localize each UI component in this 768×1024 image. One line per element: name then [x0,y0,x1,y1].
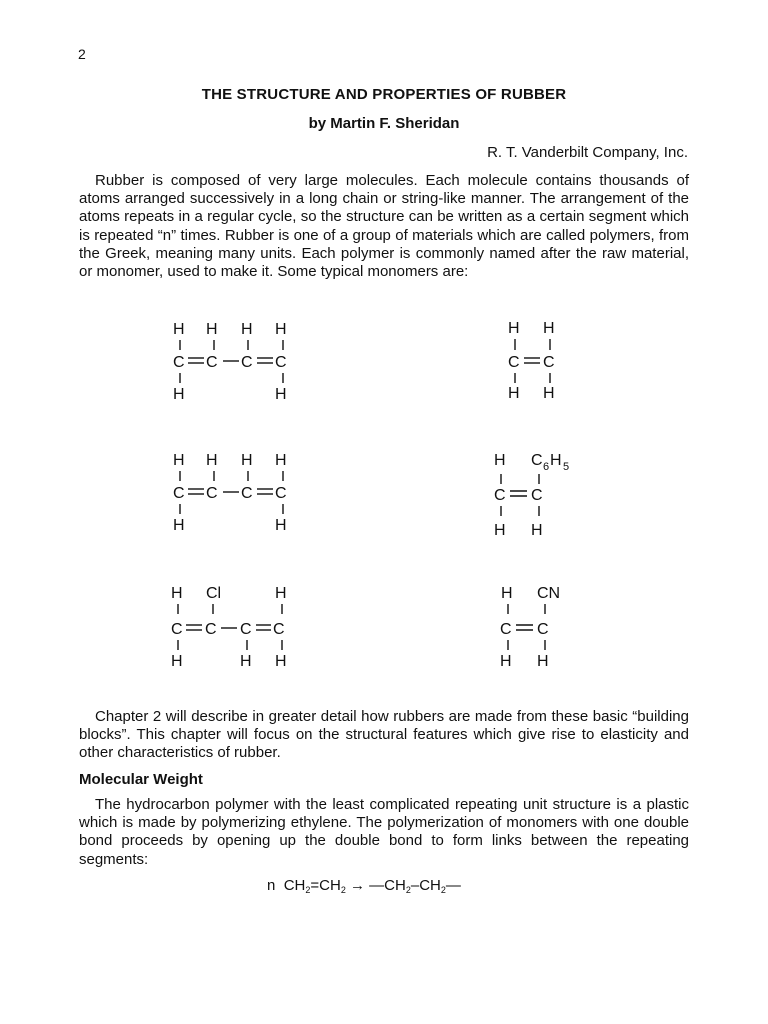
svg-text:C: C [494,487,506,504]
styrene-structure [494,452,569,539]
svg-text:C: C [543,354,555,371]
ethylene-structure [508,320,555,402]
svg-text:H: H [531,522,543,539]
svg-text:H: H [241,452,253,469]
butadiene-structure [173,321,287,403]
svg-text:H: H [550,452,562,469]
polymerization-equation: n $CH_2=CH_2$ → $—CH_2-CH_2—$ [267,877,461,895]
equation-coefficient: n [267,877,276,894]
document-title: THE STRUCTURE AND PROPERTIES OF RUBBER [201,86,567,103]
svg-text:C: C [537,621,549,638]
svg-text:H: H [543,320,555,337]
svg-text:5: 5 [563,461,570,473]
svg-text:H: H [508,385,520,402]
butadiene-structure-2 [173,452,287,534]
svg-text:C: C [273,621,285,638]
svg-text:C: C [241,354,253,371]
page-number: 2 [78,46,86,62]
svg-text:C: C [171,621,183,638]
svg-text:H: H [173,386,185,403]
svg-text:H: H [543,385,555,402]
svg-text:C: C [173,354,185,371]
svg-text:H: H [171,585,183,602]
svg-text:H: H [508,320,520,337]
chloroprene-structure [171,585,287,670]
svg-text:C: C [275,485,287,502]
svg-text:H: H [206,452,218,469]
author-byline: by Martin F. Sheridan [308,115,460,132]
svg-text:C: C [205,621,217,638]
chapter-paragraph: Chapter 2 will describe in greater detail how rubbers are made from these basic “building blocks”. This chapter will focus on the structural features which give rise to elasticity and other characteristics of rubber. [79,708,689,762]
svg-text:H: H [171,653,183,670]
svg-text:6: 6 [543,461,550,473]
acrylonitrile-structure [500,585,560,670]
svg-text:H: H [500,653,512,670]
svg-text:H: H [275,321,287,338]
svg-text:H: H [275,452,287,469]
svg-text:H: H [173,321,185,338]
svg-text:H: H [241,321,253,338]
molecular-weight-paragraph: The hydrocarbon polymer with the least complicated repeating unit structure is a plastic which is made by polymerizing ethylene. The polymerization of monomers with one double bond proceeds by opening up the double bond to form links between the repeating segments: [79,796,689,868]
svg-text:C: C [241,485,253,502]
author-affiliation: R. T. Vanderbilt Company, Inc. [487,144,688,161]
svg-text:H: H [275,386,287,403]
section-heading: Molecular Weight [79,771,203,788]
svg-text:C: C [206,354,218,371]
svg-text:H: H [501,585,513,602]
svg-text:C: C [275,354,287,371]
svg-text:H: H [240,653,252,670]
svg-text:H: H [275,517,287,534]
svg-text:H: H [537,653,549,670]
svg-text:H: H [173,517,185,534]
svg-text:C: C [500,621,512,638]
intro-paragraph: Rubber is composed of very large molecules. Each molecule contains thousands of atoms arranged successively in a long chain or string-like manner. The arrangement of the atoms repeats in a regular cycle, so the structure can be written as a certain segment which is repeated “n” times. Rubber is one of a group of materials which are called polymers, from the Greek, meaning many units. Each polymer is commonly named after the raw material, or monomer, used to make it. Some typical monomers are: [79,172,689,281]
svg-text:H: H [494,522,506,539]
reaction-arrow: → [350,877,365,894]
svg-text:H: H [275,585,287,602]
svg-text:H: H [206,321,218,338]
svg-text:C: C [206,485,218,502]
svg-text:C: C [240,621,252,638]
svg-text:CN: CN [537,585,561,602]
svg-text:C: C [531,487,543,504]
svg-text:H: H [173,452,185,469]
svg-text:C: C [173,485,185,502]
svg-text:H: H [494,452,506,469]
svg-text:C: C [508,354,520,371]
svg-text:H: H [275,653,287,670]
svg-text:Cl: Cl [206,585,222,602]
svg-text:C: C [531,452,543,469]
